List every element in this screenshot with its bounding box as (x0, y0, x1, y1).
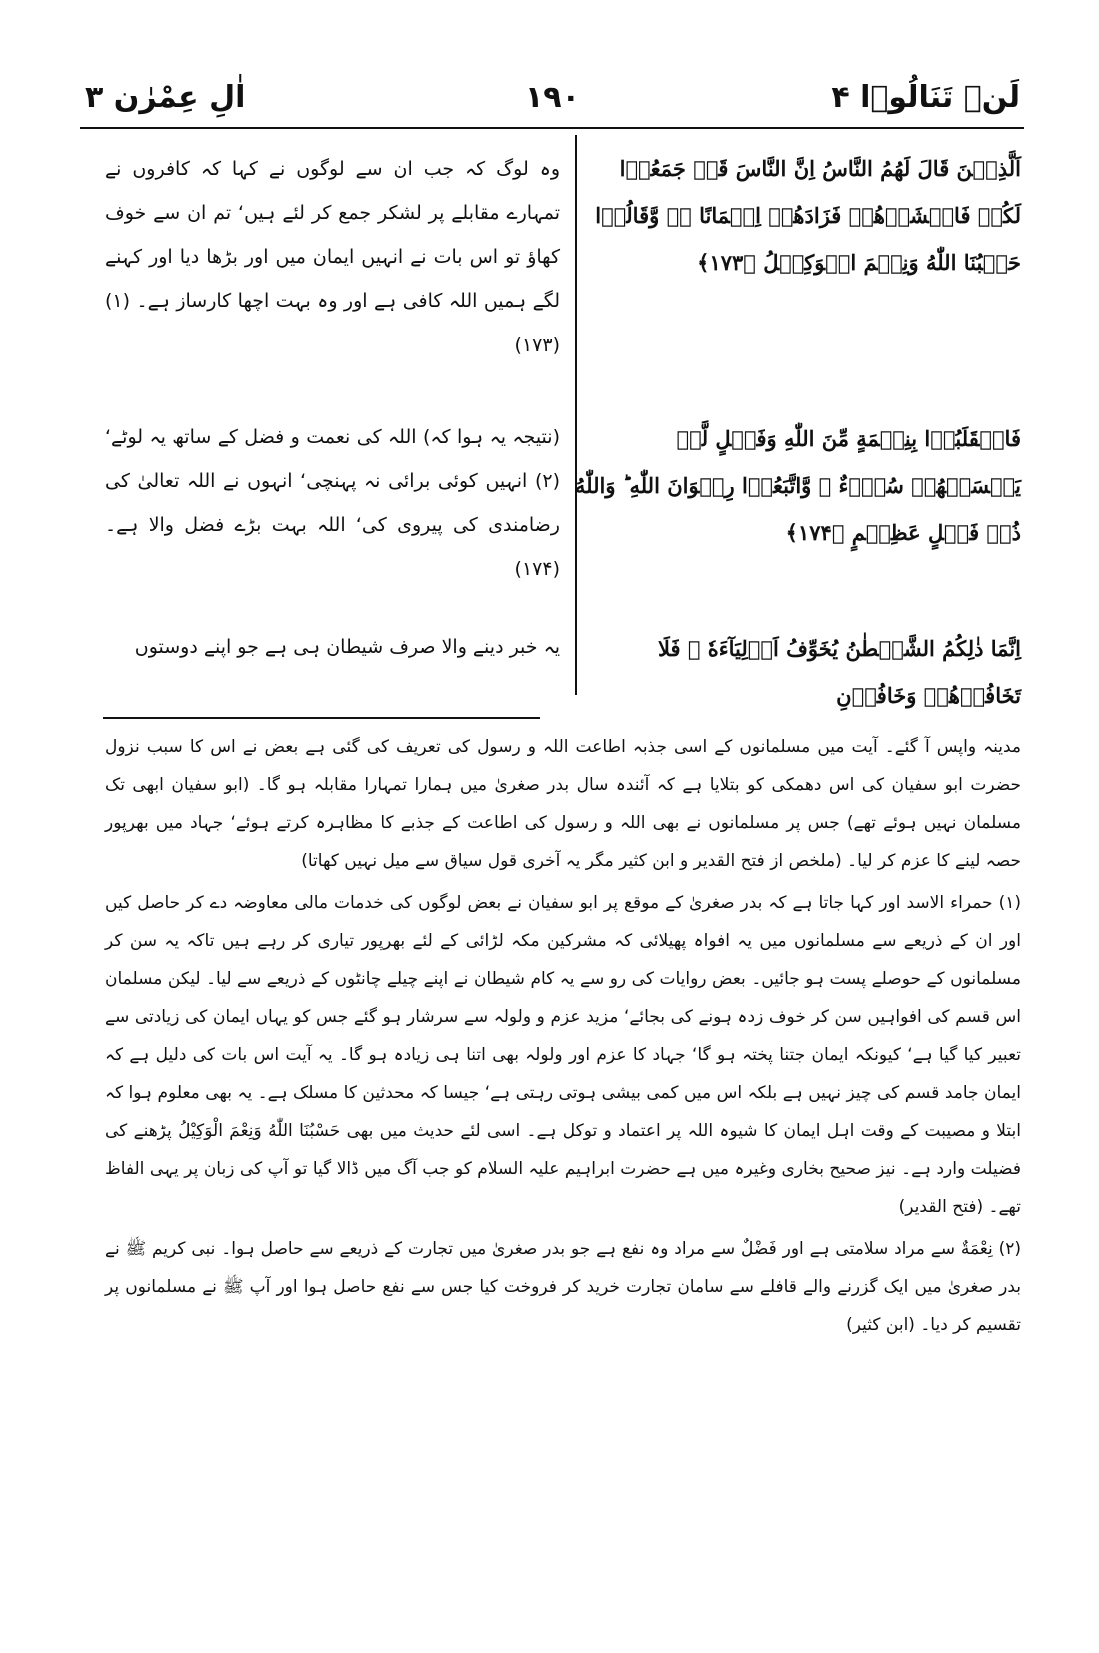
page-number: ۱۹۰ (525, 80, 580, 115)
footnote-2: (۲) نِعْمَةٌ سے مراد سلامتی ہے اور فَضْلٌ سے مراد وہ نفع ہے جو بدر صغریٰ میں تجارت کے ذریعے سے حاصل ہوا۔ نبی کریم ﷺ نے بدر صغریٰ میں ایک گزرنے والے قافلے سے سامان تجارت خرید کر فروخت کیا جس سے نفع حاصل ہوا اور آپ ﷺ نے مسلمانوں پر تقسیم کر دیا۔ (ابن کثیر) (105, 1239, 1021, 1335)
juz-name: لَنۡ تَنَالُوۡا ۴ (831, 80, 1020, 115)
verse-arabic-175: اِنَّمَا ذٰلِكُمُ الشَّیۡطٰنُ یُخَوِّفُ اَوۡلِیَآءَهٗ ۪ فَلَا تَخَافُوۡهُمۡ وَخَافُوۡنِ (657, 636, 1021, 708)
verse-arabic-174: فَانۡقَلَبُوۡا بِنِعۡمَةٍ مِّنَ اللّٰهِ وَفَضۡلٍ لَّمۡ یَمۡسَسۡهُمۡ سُوۡٓءٌ ۙ وَّاتَّبَعُوۡا رِضۡوَانَ اللّٰهِ ؕ وَاللّٰهُ ذُوۡ فَضۡلٍ عَظِیۡمٍ ﴿۱۷۴﴾ (574, 426, 1021, 545)
verse-translation-174: (نتیجہ یہ ہوا کہ) اللہ کی نعمت و فضل کے ساتھ یہ لوٹے‘ (۲) انہیں کوئی برائی نہ پہنچی‘ انہوں نے اللہ تعالیٰ کی رضامندی کی پیروی کی‘ اللہ بہت بڑے فضل والا ہے۔ (۱۷۴) (105, 426, 560, 580)
header-rule (80, 127, 1024, 129)
footnote-continuation: مدینہ واپس آ گئے۔ آیت میں مسلمانوں کے اسی جذبہ اطاعت اللہ و رسول کی تعریف کی گئی ہے بعض نے اس کا سبب نزول حضرت ابو سفیان کی اس دھمکی کو بتلایا ہے کہ آئندہ سال بدر صغریٰ میں ہمارا تمہارا مقابلہ ہو گا۔ (ابو سفیان ابھی تک مسلمان نہیں ہوئے تھے) جس پر مسلمانوں نے بھی اللہ و رسول کی اطاعت کے جذبے کا مظاہرہ کرتے ہوئے‘ جہاد میں بھرپور حصہ لینے کا عزم کر لیا۔ (ملخص از فتح القدیر و ابن کثیر مگر یہ آخری قول سیاق سے میل نہیں کھاتا) (105, 737, 1021, 871)
verse-translation-173: وہ لوگ کہ جب ان سے لوگوں نے کہا کہ کافروں نے تمہارے مقابلے پر لشکر جمع کر لئے ہیں‘ تم ان سے خوف کھاؤ تو اس بات نے انہیں ایمان میں اور بڑھا دیا اور کہنے لگے ہمیں اللہ کافی ہے اور وہ بہت اچھا کارساز ہے۔ (۱) (۱۷۳) (105, 158, 560, 356)
footnote-1: (۱) حمراء الاسد اور کہا جاتا ہے کہ بدر صغریٰ کے موقع پر ابو سفیان نے بعض لوگوں کی خدمات مالی معاوضہ دے کر حاصل کیں اور ان کے ذریعے سے مسلمانوں میں یہ افواہ پھیلائی کہ مشرکین مکہ لڑائی کے لئے بھرپور تیاری کر رہے ہیں تاکہ یہ سن کر مسلمانوں کے حوصلے پست ہو جائیں۔ بعض روایات کی رو سے یہ کام شیطان نے اپنے چیلے چانٹوں کے ذریعے سے لیا۔ لیکن مسلمان اس قسم کی افواہیں سن کر خوف زدہ ہونے کی بجائے‘ مزید عزم و ولولہ سے سرشار ہو گئے جس کو یہاں ایمان کی زیادتی سے تعبیر کیا گیا ہے‘ کیونکہ ایمان جتنا پختہ ہو گا‘ جہاد کا عزم اور ولولہ بھی اتنا ہی زیادہ ہو گا۔ یہ آیت اس بات کی دلیل ہے کہ ایمان جامد قسم کی چیز نہیں ہے بلکہ اس میں کمی بیشی ہوتی رہتی ہے‘ جیسا کہ محدثین کا مسلک ہے۔ یہ بھی معلوم ہوا کہ ابتلا و مصیبت کے وقت اہل ایمان کا شیوہ اللہ پر اعتماد و توکل ہے۔ اسی لئے حدیث میں بھی حَسْبُنَا اللّٰهُ وَنِعْمَ الْوَكِيْلُ پڑھنے کی فضیلت وارد ہے۔ نیز صحیح بخاری وغیرہ میں ہے حضرت ابراہیم علیہ السلام کو جب آگ میں ڈالا گیا تو آپ کی زبان پر یہی الفاظ تھے۔ (فتح القدیر) (105, 893, 1021, 1217)
verse-translation-175: یہ خبر دینے والا صرف شیطان ہی ہے جو اپنے دوستوں (134, 636, 560, 658)
page-header (85, 70, 1020, 126)
footnotes (105, 728, 1021, 1348)
footnote-rule (103, 717, 540, 719)
surah-name: اٰلِ عِمْرٰن ۳ (85, 80, 246, 115)
verse-arabic-173: اَلَّذِیۡنَ قَالَ لَهُمُ النَّاسُ اِنَّ النَّاسَ قَدۡ جَمَعُوۡا لَكُمۡ فَاخۡشَوۡهُمۡ فَزَادَهُمۡ اِیۡمَانًا ۖۗ وَّقَالُوۡا حَسۡبُنَا اللّٰهُ وَنِعۡمَ الۡوَكِیۡلُ ﴿۱۷۳﴾ (595, 156, 1021, 275)
